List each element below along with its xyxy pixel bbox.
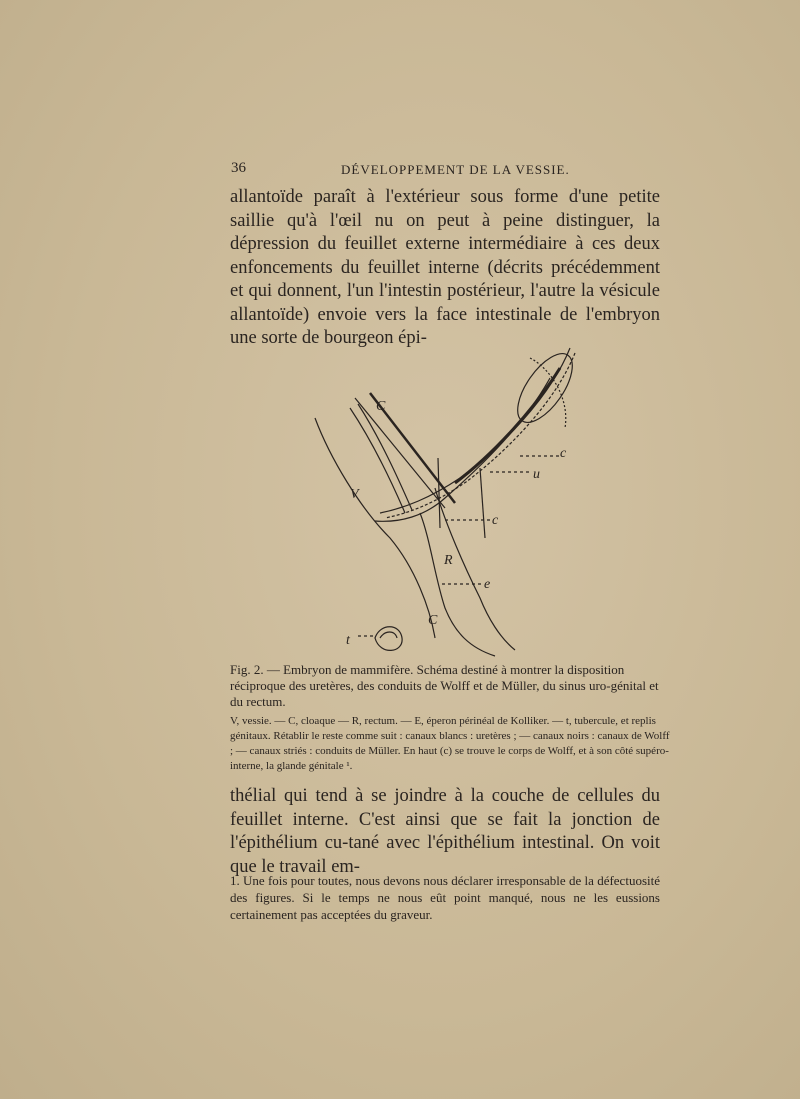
running-head [231, 160, 661, 182]
embryo-figure [230, 338, 660, 660]
footnote: 1. Une fois pour toutes, nous devons nous déclarer irresponsable de la défectuosité des figures. Si le temps ne nous eût point manqué, nous ne les eussions certainement pas acceptées du graveur. [230, 873, 660, 922]
page-number: 36 [231, 160, 246, 176]
label-c-mid: c [492, 513, 499, 528]
tubercle [375, 627, 402, 651]
label-C-top: C [376, 399, 386, 414]
duct-striated [380, 348, 570, 513]
duct-black [455, 368, 560, 483]
figure-caption [230, 662, 670, 772]
caption-main: Fig. 2. — Embryon de mammifère. Schéma destiné à montrer la disposition réciproque des uretères, des conduits de Wolff et de Müller, du sinus uro-génital et du rectum. [230, 662, 659, 709]
label-R: R [444, 553, 453, 568]
paragraph-top: allantoïde paraît à l'extérieur sous forme d'une petite saillie qu'à l'œil nu on peut à peine distinguer, la dépression du feuillet externe intermédiaire à ces deux enfoncements du feuillet interne (décrits précédemment et qui donnent, l'un l'intestin postérieur, l'autre la vésicule allantoïde) envoie vers la face intestinale de l'embryon une sorte de bourgeon épi- [230, 187, 660, 348]
paragraph-bottom: thélial qui tend à se joindre à la couche de cellules du feuillet interne. C'est ainsi que se fait la jonction de l'épithélium cu-tané avec l'épithélium intestinal. On voit que le travail em- [230, 786, 660, 877]
label-e: e [484, 577, 491, 592]
label-u: u [533, 467, 540, 482]
label-V: V [350, 487, 359, 502]
duct-white [375, 378, 550, 521]
label-c-right: c [560, 446, 567, 461]
label-t: t [346, 633, 350, 648]
embryo-diagram [230, 338, 660, 660]
running-title: DÉVELOPPEMENT DE LA VESSIE. [341, 162, 570, 177]
caption-legend: V, vessie. — C, cloaque — R, rectum. — E, éperon périnéal de Kolliker. — t, tubercule, et replis génitaux. Rétablir le reste comme suit : canaux blancs : uretères ; — canaux noirs : canaux de Wolff ; — canaux striés : conduits de Müller. En haut (c) se trouve le corps de Wolff, et à son côté supéro-interne, la glande génitale ¹. [230, 715, 670, 772]
label-C-bottom: C [428, 613, 438, 628]
